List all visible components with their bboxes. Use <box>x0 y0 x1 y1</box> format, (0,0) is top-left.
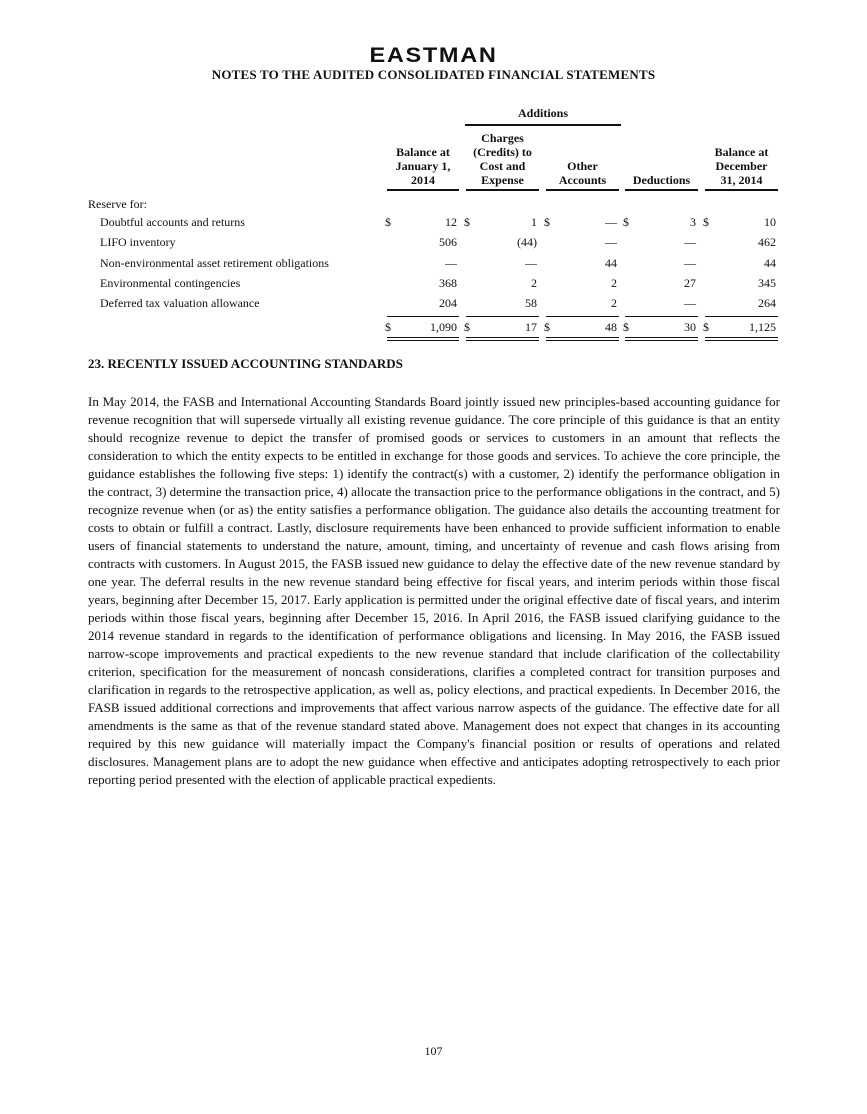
table-cell <box>544 253 621 273</box>
cell-value: — <box>684 235 696 250</box>
cell-value: — <box>445 255 457 270</box>
row-label: Doubtful accounts and returns <box>100 215 245 229</box>
cell-value: 368 <box>439 275 457 290</box>
total-cell <box>464 317 541 337</box>
cell-value: (44) <box>517 235 537 250</box>
currency-symbol: $ <box>623 215 629 229</box>
table-cell <box>623 232 700 252</box>
table-cell <box>623 293 700 313</box>
column-header-line: Balance at <box>714 145 769 159</box>
table-cell <box>544 273 621 293</box>
page-number: 107 <box>424 1044 443 1058</box>
table-cell <box>385 232 461 252</box>
table-cell <box>544 212 621 232</box>
total-value: 17 <box>525 319 537 334</box>
cell-value: 44 <box>605 255 617 270</box>
column-header-line: (Credits) to <box>473 145 532 159</box>
currency-symbol: $ <box>544 215 550 229</box>
table-cell <box>464 212 541 232</box>
currency-symbol: $ <box>385 319 391 334</box>
table-cell <box>385 293 461 313</box>
total-value: 1,125 <box>749 319 776 334</box>
table-row <box>0 293 867 313</box>
reserve-for-label: Reserve for: <box>88 197 147 211</box>
cell-value: 27 <box>684 275 696 290</box>
column-header-line: December <box>715 159 768 173</box>
cell-value: 2 <box>611 296 617 311</box>
column-header-line: Expense <box>481 173 524 187</box>
table-cell <box>544 293 621 313</box>
table-cell <box>623 273 700 293</box>
table-row <box>0 212 867 232</box>
table-row <box>0 253 867 273</box>
total-double-rule <box>625 337 698 341</box>
column-header <box>466 131 539 191</box>
additions-group-header: Additions <box>465 106 621 126</box>
column-header-line: 31, 2014 <box>720 173 763 187</box>
currency-symbol: $ <box>623 319 629 334</box>
cell-value: 10 <box>764 215 776 229</box>
cell-value: — <box>684 296 696 311</box>
currency-symbol: $ <box>464 319 470 334</box>
table-cell <box>703 293 780 313</box>
table-cell <box>703 232 780 252</box>
table-cell <box>544 232 621 252</box>
total-double-rule <box>546 337 619 341</box>
cell-value: — <box>605 235 617 250</box>
cell-value: 12 <box>445 215 457 229</box>
total-cell <box>385 317 461 337</box>
total-cell <box>623 317 700 337</box>
cell-value: 204 <box>439 296 457 311</box>
total-double-rule <box>466 337 539 341</box>
table-cell <box>464 273 541 293</box>
row-label: Environmental contingencies <box>100 275 241 290</box>
total-row <box>0 317 867 337</box>
column-header <box>546 159 619 191</box>
cell-value: — <box>525 255 537 270</box>
row-label: LIFO inventory <box>100 235 176 250</box>
table-cell <box>703 253 780 273</box>
column-header-line: Cost and <box>479 159 526 173</box>
column-header-line: Accounts <box>558 173 607 187</box>
column-header-line: 2014 <box>411 173 435 187</box>
column-header-line: Balance at <box>396 145 450 159</box>
column-header <box>387 145 459 191</box>
table-cell <box>464 293 541 313</box>
table-cell <box>623 253 700 273</box>
cell-value: 1 <box>531 215 537 229</box>
total-cell <box>703 317 780 337</box>
table-cell <box>703 273 780 293</box>
section-paragraph: In May 2014, the FASB and International Accounting Standards Board jointly issued new principles-based accounting guidance for revenue recognition that will supersede virtually all existing revenue guidance. The core principle of this guidance is that an entity should recognize revenue to depict the transfer of promised goods or services to customers in an amount that reflects the consideration to which the entity expects to be entitled in exchange for those goods and services. To achieve the core principle, the guidance establishes the following five steps: 1) identify the contract(s) with a customer, 2) identify the performance obligation in the contract, 3) determine the transaction price, 4) allocate the transaction price to the performance obligations in the contract, and 5) recognize revenue when (or as) the entity satisfies a performance obligation. The guidance also details the accounting treatment for costs to obtain or fulfill a contract. Lastly, disclosure requirements have been enhanced to provide sufficient information to enable users of financial statements to understand the nature, amount, timing, and uncertainty of revenue and cash flows arising from contracts with customers. In August 2015, the FASB issued new guidance to delay the effective date of the new revenue standard by one year. The deferral results in the new revenue standard being effective for fiscal years, and interim periods within those fiscal years, beginning after December 15, 2017. Early application is permitted under the original effective date of fiscal years, and interim periods within those fiscal years, beginning after December 15, 2016. In April 2016, the FASB issued clarifying guidance to the 2014 revenue standard in regards to the identification of performance obligations and licensing. In May 2016, the FASB issued narrow-scope improvements and practical expedients to the new revenue standard that include clarification of the collectability criterion, specification for the measurement of noncash considerations, clarifies a completed contract for transition purposes and clarification in regards to the retrospective application, as well as, policy elections, and practical expedients. In December 2016, the FASB issued additional corrections and improvements that affect various narrow aspects of the guidance. The effective date for all amendments is the same as that of the revenue standard stated above. Management does not expect that changes in its accounting required by this new guidance will materially impact the Company's financial position or results of operations and related disclosures. Management plans are to adopt the new guidance when effective and anticipates adopting retrospectively to each prior reporting period presented with the election of applicable practical expedients. <box>88 394 780 787</box>
currency-symbol: $ <box>703 215 709 229</box>
currency-symbol: $ <box>464 215 470 229</box>
cell-value: 264 <box>758 296 776 311</box>
row-label: Non-environmental asset retirement obligations <box>100 255 329 270</box>
page-title: NOTES TO THE AUDITED CONSOLIDATED FINANCIAL STATEMENTS <box>211 67 656 82</box>
total-value: 30 <box>684 319 696 334</box>
row-label: Deferred tax valuation allowance <box>100 296 260 311</box>
currency-symbol: $ <box>544 319 550 334</box>
column-header-line: Deductions <box>632 173 691 187</box>
currency-symbol: $ <box>385 215 391 229</box>
table-cell <box>385 273 461 293</box>
currency-symbol: $ <box>703 319 709 334</box>
cell-value: 506 <box>439 235 457 250</box>
cell-value: 462 <box>758 235 776 250</box>
total-cell <box>544 317 621 337</box>
table-cell <box>623 212 700 232</box>
table-cell <box>385 253 461 273</box>
total-double-rule <box>387 337 459 341</box>
company-logo: EASTMAN <box>369 44 498 67</box>
total-double-rule <box>705 337 778 341</box>
column-header-line: Charges <box>481 131 524 145</box>
total-value: 1,090 <box>430 319 457 334</box>
cell-value: 58 <box>525 296 537 311</box>
column-header <box>625 173 698 191</box>
cell-value: 2 <box>611 275 617 290</box>
cell-value: 3 <box>690 215 696 229</box>
table-cell <box>703 212 780 232</box>
cell-value: 44 <box>764 255 776 270</box>
cell-value: 2 <box>531 275 537 290</box>
table-cell <box>464 232 541 252</box>
table-cell <box>385 212 461 232</box>
cell-value: — <box>684 255 696 270</box>
table-cell <box>464 253 541 273</box>
table-row <box>0 232 867 252</box>
table-row <box>0 273 867 293</box>
total-value: 48 <box>605 319 617 334</box>
column-header <box>705 145 778 191</box>
section-heading: 23. RECENTLY ISSUED ACCOUNTING STANDARDS <box>88 356 403 371</box>
column-header-line: Other <box>567 159 598 173</box>
cell-value: — <box>605 215 617 229</box>
column-header-line: January 1, <box>395 159 451 173</box>
cell-value: 345 <box>758 275 776 290</box>
